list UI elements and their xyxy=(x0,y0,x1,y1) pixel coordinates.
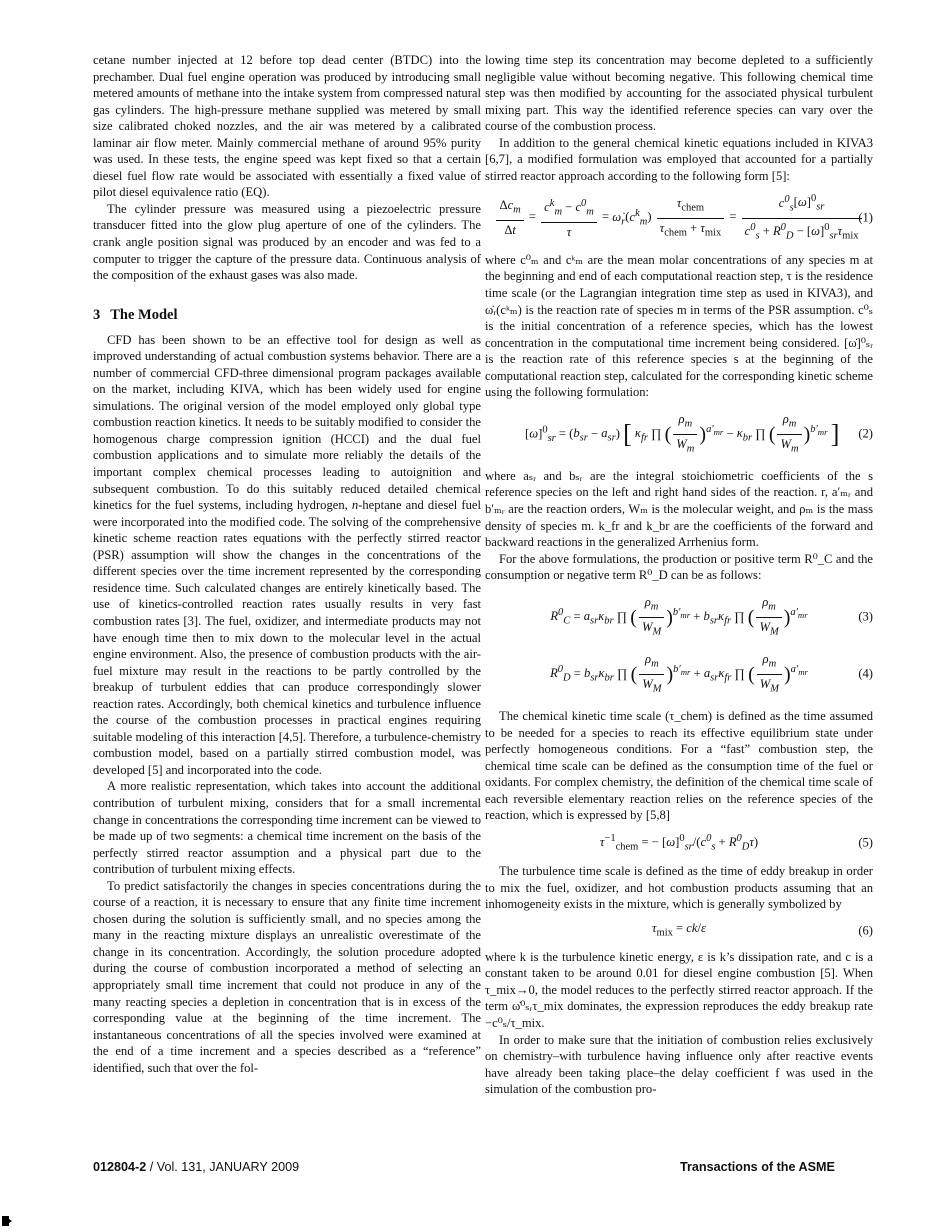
equation-number: (1) xyxy=(858,210,873,225)
paragraph: For the above formulations, the production or positive term R⁰_C and the consumption or negative term R⁰_D can be as follows: xyxy=(485,551,873,583)
section-number: 3 xyxy=(93,306,101,323)
equation-number: (5) xyxy=(858,836,873,851)
paragraph: To predict satisfactorily the changes in species concentrations during the course of a reaction, it is necessary to ensure that any finite time increment chosen during the solution is sufficiently small, and no species among the many in the reacting mixture displays an unrealistic overestimate of the change in its concentration. Accordingly, the solution procedure adopted during the course of combustion incorporated a method of selecting an appropriately small time increment that could not produce in any of the many reacting species a depletion in concentration that is in excess of the corresponding value at the beginning of the time increment. The instantaneous concentrations of all the species involved were examined at the end of a time increment and a species described as a “reference” identified, such that over the fol- xyxy=(93,878,481,1075)
kiva-name: KIVA xyxy=(230,382,260,397)
footer-page-info xyxy=(93,1160,299,1174)
paragraph: A more realistic representation, which takes into account the additional contribution of turbulent mixing, considers that for a small incremental change in concentrations the corresponding time increment can be viewed to be made up of two segments: a chemical time increment on the basis of the perfectly stirred reactor assumption and a physical part due to the contribution of turbulent mixing effects. xyxy=(93,779,481,877)
page-corner-mark-icon xyxy=(2,1216,12,1226)
section-title: The Model xyxy=(110,306,178,323)
equation-2: [ω̇]$^0_{sr}$ = $(b_{sr} - a_{sr})$ [ $\kappa_{fr}$ ∏ ( $\frac{\rho_m}{W_m}$ )$^{a'_{mr}} - \kappa_{br}$ ∏ ( $\frac{\rho_m}{W_m}$ )$^{b'_{mr}}$ ] (2) xyxy=(525,411,873,455)
paragraph: cetane number injected at 12 before top dead center (BTDC) into the prechamber. Dual fuel engine operation was produced by introducing small metered amounts of methane into the intake system from compressed natural gas cylinders. The high-pressure methane supplied was metered by small size calibrated choked nozzles, and the air was metered by a calibrated laminar air flow meter. Mainly commercial methane of around 95% purity was used. In these tests, the engine speed was kept fixed so that a certain diesel fuel flow rate would be associated with essentially a fixed value of pilot diesel equivalence ratio (EQ). xyxy=(93,53,481,200)
right-column xyxy=(485,52,873,1098)
footer-separator: / xyxy=(149,1160,154,1174)
paragraph: The cylinder pressure was measured using a piezoelectric pressure transducer fitted into the glow plug aperture of one of the cylinders. The crank angle position signal was produced by an encoder and was fed to a computer to trigger the capture of the pressure data. Continuous analysis of the composition of the exhaust gases was also made. xyxy=(93,201,481,283)
section-heading xyxy=(93,306,481,324)
paragraph: lowing time step its concentration may become depleted to a sufficiently negligible value without becoming negative. This following chemical time step was then modified by accounting for the associated physical turbulent mixing part. This way the identified reference species can vary over the course of the combustion process. xyxy=(485,53,873,134)
equation-6: $\tau_{mix} = ck/\varepsilon$ (6) xyxy=(652,920,873,939)
volume-info: Vol. 131, JANUARY 2009 xyxy=(156,1160,300,1174)
equation-number: (2) xyxy=(858,427,873,442)
equation-number: (4) xyxy=(858,667,873,682)
paragraph: where aₛᵣ and bₛᵣ are the integral stoichiometric coefficients of the s reference species on the left and right hand sides of the reaction. r, a′ₘᵣ and b′ₘᵣ are the reaction orders, Wₘ is the molecular weight, and ρₘ is the mass density of species m. k_fr and k_br are the coefficients of the forward and backward reactions in the generalized Arrhenius form. xyxy=(485,468,873,550)
equation-3: $R^0_C = a_{sr}\kappa_{br}$ ∏ ( $\frac{\rho_m}{W_M}$ )$^{b'_{mr}} + b_{sr}\kappa_{fr}$ ∏ ( $\frac{\rho_m}{W_M}$ )$^{a'_{mr}}$ (3) xyxy=(550,594,873,638)
paragraph: In order to make sure that the initiation of combustion relies exclusively on chemistry–with turbulence having influence only after reactive events have already been taking place–the delay coefficient f was used in the simulation of the combustion pro- xyxy=(485,1032,873,1097)
left-column xyxy=(93,52,481,1076)
equation-1: $\frac{\Delta c_m}{\Delta t}$ = $\frac{c^k_m - c^0_m}{\tau}$ = $\omegȧ_r(c^k_m)$ $\frac{\tau_{chem}}{\tau_{chem} + \tau_{mix}}$ = $\frac{c^0_s[\omegȧ]^0_{sr}}{c^0_s + R^0_D - [\omegȧ]^0_{sr}\tau_{mix}}$ (1) xyxy=(485,191,873,245)
paragraph: where k is the turbulence kinetic energy, ε is k’s dissipation rate, and c is a constant taken to be around 0.01 for diesel engine combustion [5]. When τ_mix→0, the model reduces to the perfectly stirred reactor approach. If the term ω̇⁰ₛᵣτ_mix dominates, the expression reproduces the eddy breakup rate −c⁰ₛ/τ_mix. xyxy=(485,949,873,1030)
paragraph: where c⁰ₘ and cᵏₘ are the mean molar concentrations of any species m at the beginning and end of each computational reaction step, τ is the residence time scale (or the Lagrangian integration time step as used in KIVA3), and ω̇ᵣ(cᵏₘ) is the reaction rate of species m in terms of the PSR assumption. c⁰ₛ is the initial concentration of a reference species, which has the lowest concentration in the computational time increment being considered. [ω̇]⁰ₛᵣ is the reaction rate of this reference species s at the beginning of the computational reaction step, calculated for the corresponding kinetic scheme using the following formulation: xyxy=(485,252,873,400)
journal-name: Transactions of the ASME xyxy=(680,1160,835,1174)
kiva3-name: KIVA3 xyxy=(836,135,873,150)
paragraph: The chemical kinetic time scale (τ_chem) is defined as the time assumed to be needed for a species to reach its effective equilibrium state under perfectly homogeneous conditions. For a “fast” combustion step, the chemical time scale can be defined as the consumption time of the fuel or oxidants. For complex chemistry, the definition of the chemical time scale of each reversible elementary reaction relies on the reference species of the reaction, which is expressed by [5,8] xyxy=(485,709,873,823)
equation-number: (3) xyxy=(858,610,873,625)
equation-4: $R^0_D = b_{sr}\kappa_{br}$ ∏ ( $\frac{\rho_m}{W_M}$ )$^{b'_{mr}} + a_{sr}\kappa_{fr}$ ∏ ( $\frac{\rho_m}{W_M}$ )$^{a'_{mr}}$ (4) xyxy=(550,651,873,695)
paragraph: CFD has been shown to be an effective tool for design as well as improved understanding of actual combustion systems behavior. There are a number of commercial CFD-three dimensional program packages available on the market, including KIVA, which has been widely used for engine simulations. The original version of the model employed only global type combustion reaction kinetics. It needs to be suitably modified to consider the homogenous charge compression ignition (HCCI) and the dual fuel combustion applications and to simulate more reliably the details of the important complex chemical processes leading to autoignition and subsequent combustion. To do this suitably reduced detailed chemical kinetics for the fuel systems, including hydrogen, n-heptane and diesel fuel were incorporated into the modified code. The solving of the comprehensive kinetic scheme reaction rates equations with the perfectly stirred reactor (PSR) assumption will show the changes in the concentrations of the different species over the time increment represented by the corresponding residence time. Such calculated changes are entirely kinetically based. The use of kinetics-controlled reaction rates usually results in very fast combustion rates [3]. The fuel, oxidizer, and intermediate products may not have enough time then to mix down to the molecular level in the actual engine environment. Also, the presence of combustion products with the air-fuel mixture may result in the reactions to be partly controlled by the breakup of turbulent eddies that can produce correspondingly slower reaction rates. Accordingly, both chemical kinetics and turbulence influence the course of the combustion processes in practical engines requiring suitable modeling of this interaction [4,5]. Therefore, a turbulence-chemistry combustion model, based on a partially stirred combustion model, was developed [5] and incorporated into the code. xyxy=(93,332,481,777)
page-id: 012804-2 xyxy=(93,1160,147,1174)
equation-number: (6) xyxy=(858,923,873,938)
paragraph: In addition to the general chemical kinetic equations included in KIVA3 [6,7], a modified formulation was employed that accounted for a partially stirred reactor approach according to the following form [5]: xyxy=(485,135,873,183)
equation-5: $\tau^{-1}_{chem}$ = − $[\omegȧ]^0_{sr}/(c^0_s + R^0_D\tau)$ (5) xyxy=(599,832,873,853)
paragraph: The turbulence time scale is defined as the time of eddy breakup in order to mix the fuel, oxidizer, and hot combustion products assuming that an inhomogeneity exists in the mixture, which is generally symbolized by xyxy=(485,864,873,912)
